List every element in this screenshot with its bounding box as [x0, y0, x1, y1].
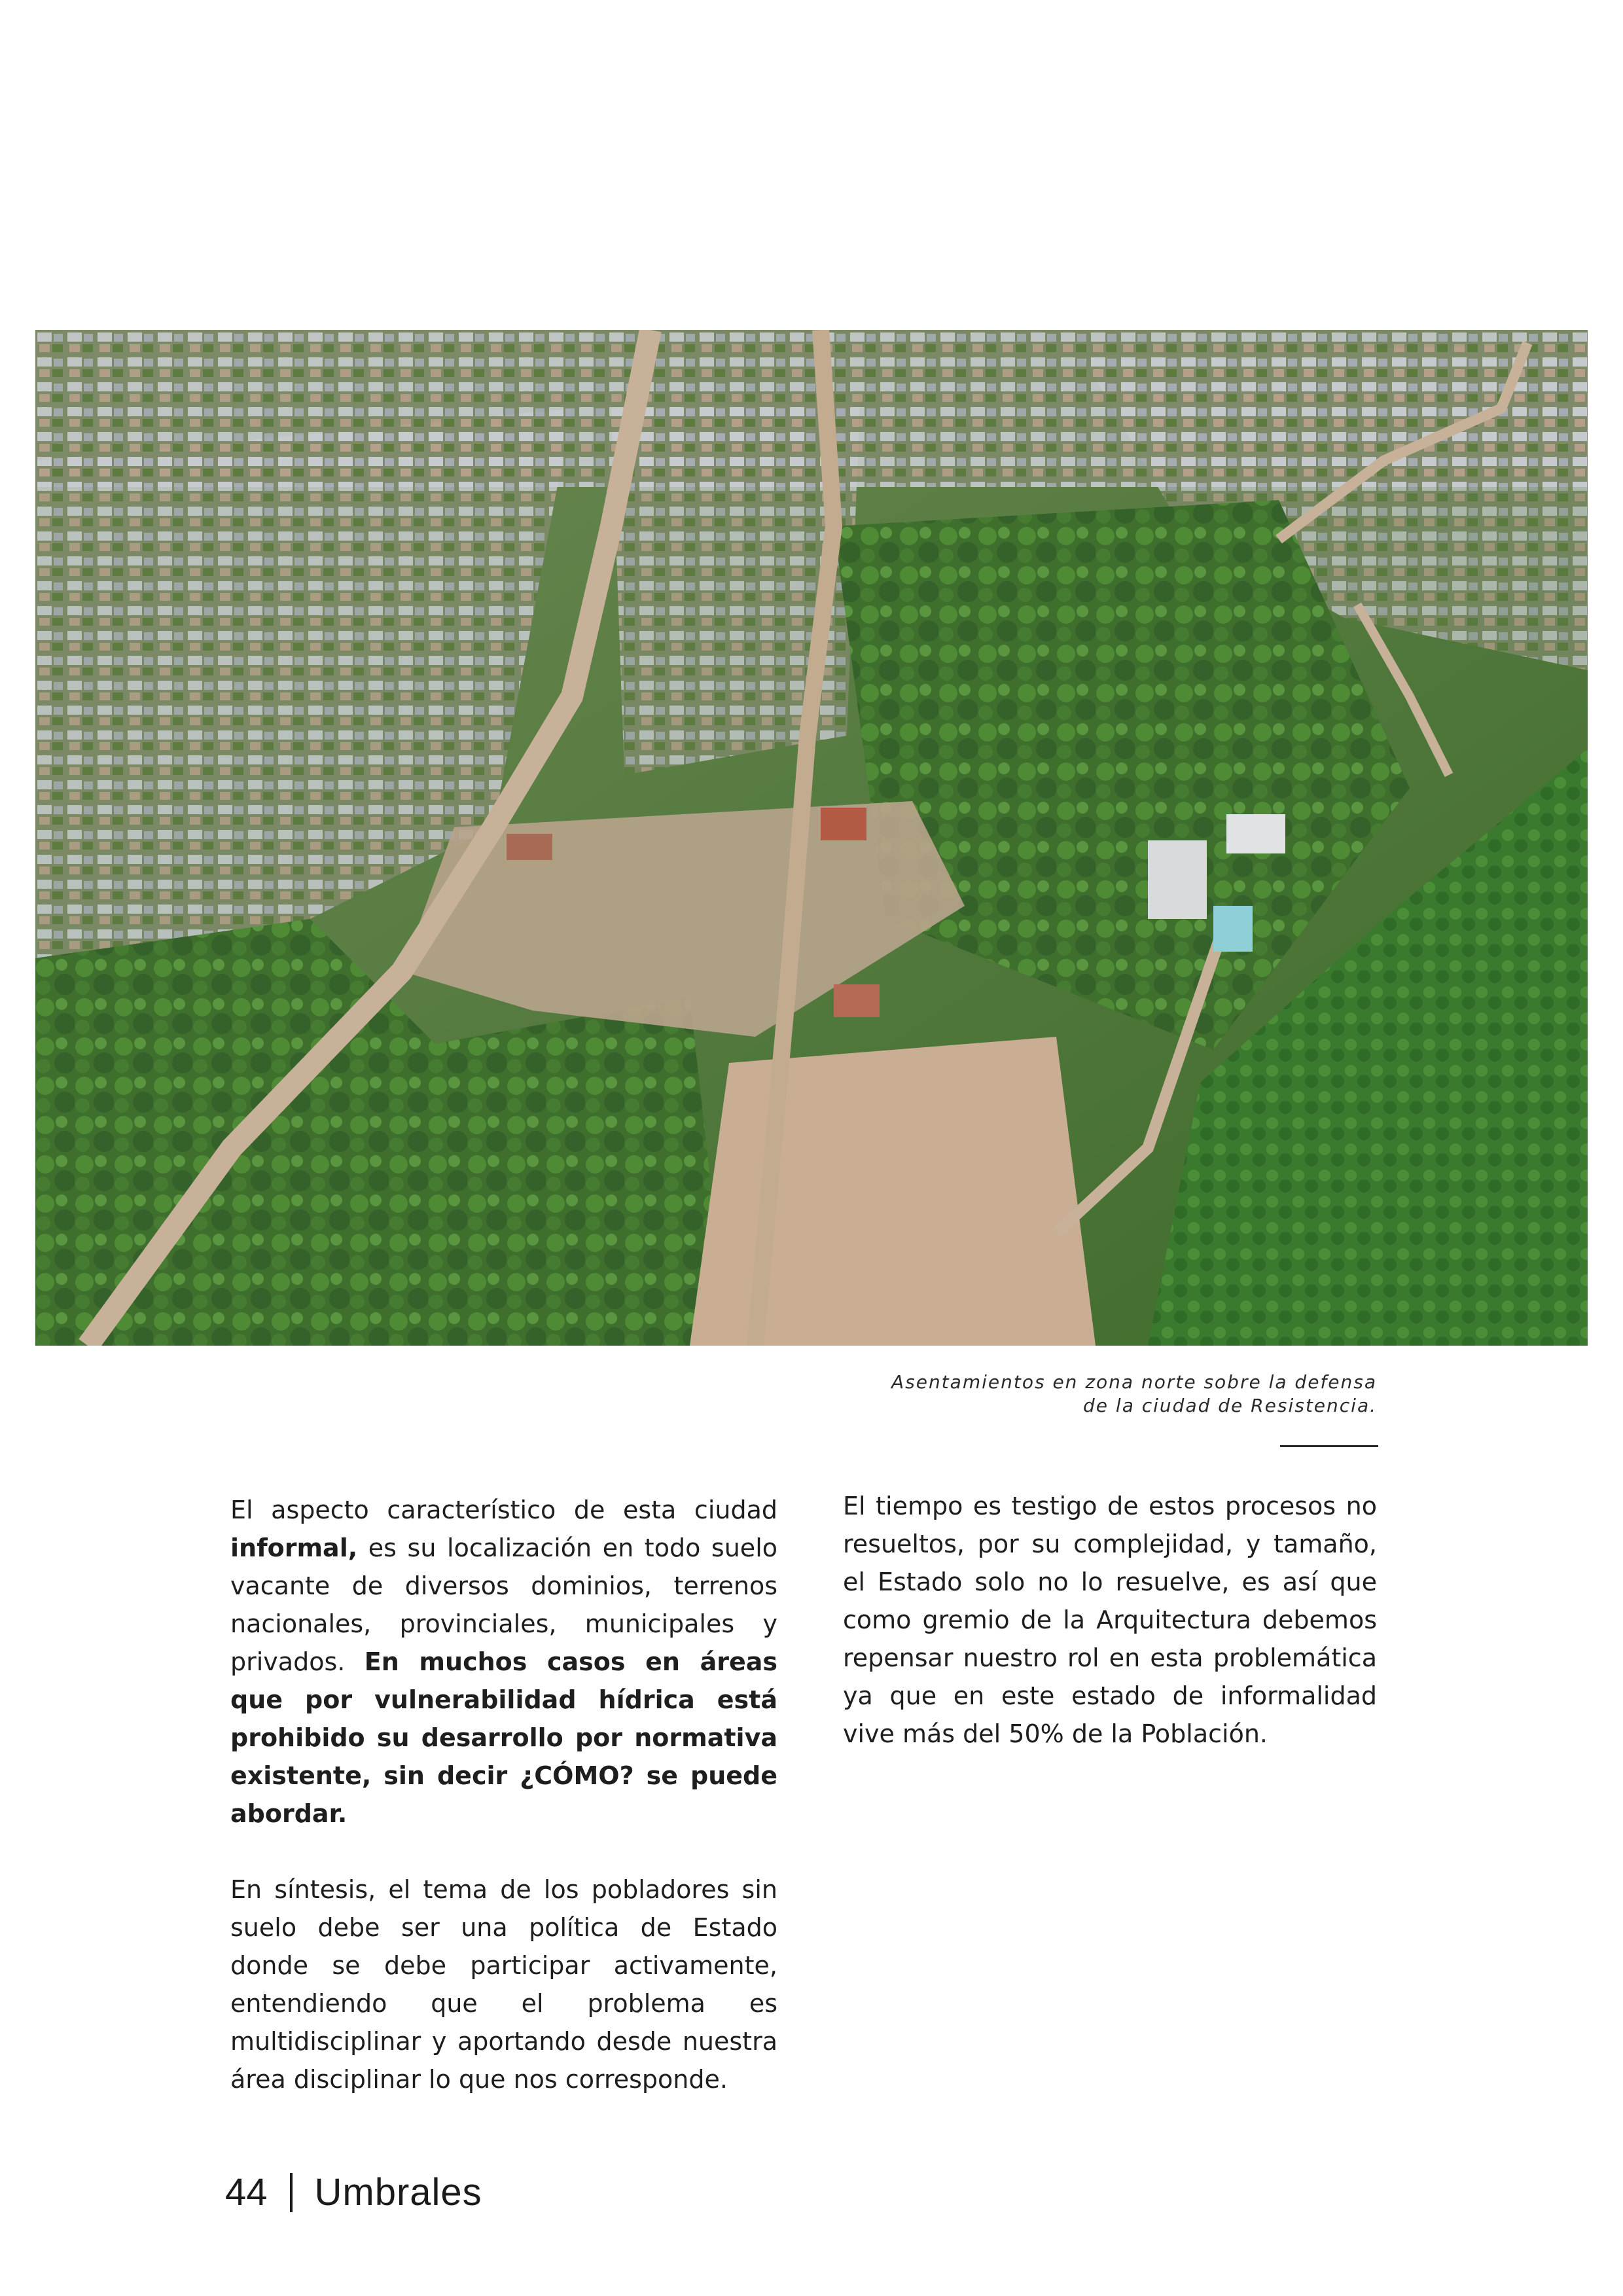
- left-p1-bold-1: informal,: [230, 1534, 358, 1562]
- aerial-photo-image: [35, 330, 1588, 1346]
- paragraph-gap: [230, 1833, 777, 1871]
- page-footer: [225, 2166, 482, 2219]
- right-text-column: [843, 1487, 1377, 1753]
- aerial-photo: [35, 330, 1588, 1346]
- caption-line-1: Asentamientos en zona norte sobre la defensa: [891, 1371, 1377, 1393]
- caption-line-2: de la ciudad de Resistencia.: [1083, 1395, 1377, 1416]
- left-paragraph-1: [230, 1491, 777, 1833]
- left-text-column: [230, 1491, 777, 2098]
- publication-name: Umbrales: [314, 2171, 482, 2214]
- footer-separator: [290, 2173, 293, 2212]
- left-paragraph-2: En síntesis, el tema de los pobladores sin suelo debe ser una política de Estado donde se debe participar activamente, entendiendo que el problema es multidisciplinar y aportando desde nuestra área disciplinar lo que nos corresponde.: [230, 1875, 777, 2094]
- left-p1-text-1: El aspecto característico de esta ciudad: [230, 1496, 777, 1524]
- right-paragraph-1: El tiempo es testigo de estos procesos no resueltos, por su complejidad, y tamaño, el Estado solo no lo resuelve, es así que como gremio de la Arquitectura debemos repensar nuestro rol en esta problemática ya que en este estado de informalidad vive más del 50% de la Población.: [843, 1492, 1377, 1748]
- caption-divider: [1280, 1445, 1378, 1447]
- photo-caption: [720, 1371, 1377, 1418]
- left-p1-bold-2: En muchos casos en áreas que por vulnerabilidad hídrica está prohibido su desarrollo por normativa existente, sin decir ¿CÓMO? se puede abordar.: [230, 1647, 777, 1828]
- page-number: 44: [225, 2171, 268, 2214]
- left-p1-text-2: es su localización en todo suelo vacante de diversos dominios, terrenos nacionales, provinciales, municipales y privados.: [230, 1534, 777, 1676]
